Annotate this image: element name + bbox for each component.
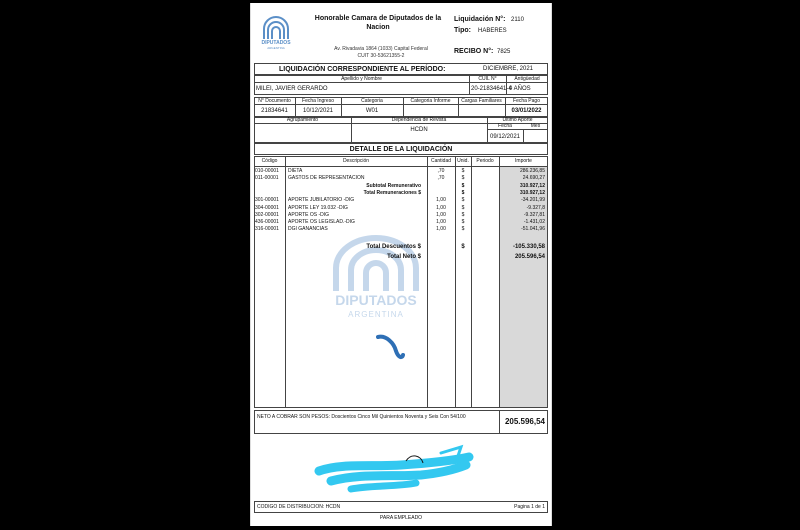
detalle-cell-codigo: 436-00001 [255,219,279,226]
col-descripcion: Descripción [342,158,370,164]
periodo-value: DICIEMBRE, 2021 [483,66,534,72]
liquidacion-label: Liquidación N°: [454,16,506,23]
detalle-cell-importe: -1.431,02 [523,219,545,226]
detalle-cell-codigo: 010-00001 [255,168,279,174]
ingreso-value: 10/12/2021 [302,108,334,114]
periodo-label: LIQUIDACIÓN CORRESPONDIENTE AL PERÍODO: [279,66,446,73]
detalle-cell-codigo: 301-00001 [255,197,279,204]
detalle-cell-importe: -9.327,8 [526,204,545,211]
detalle-cell-desc: Subtotal Remunerativo [366,182,421,189]
recibo-value: 7825 [497,49,511,55]
ultimo-aporte-header: Último Aporte [502,117,533,123]
detalle-cell-importe: -34.201,99 [521,197,545,204]
documento-value: 21834641 [261,108,288,114]
col-codigo: Código [261,158,278,164]
total-neto-value: 205.596,54 [514,254,545,260]
scribble-mark-icon [376,333,406,363]
detalle-cell-importe: 310.927,12 [519,182,545,189]
detalle-cell-unid: $ [461,204,465,211]
tipo-value: HABERES [478,28,507,34]
col-cantidad: Cantidad [430,158,451,164]
redacted-signature-icon [311,443,481,498]
detalle-cell-unid: $ [461,226,465,233]
detalle-cell-cant: ,70 [437,175,445,182]
total-descuentos-label: Total Descuentos $ [366,244,421,250]
antiguedad-value: 0 AÑOS [509,86,531,92]
detalle-cell-desc: DGI GANANCIAS [288,226,328,233]
neto-cobrar-text: NETO A COBRAR SON PESOS: Doscientos Cinco Mil Quinientos Noventa y Seis Con 54/100 [257,414,466,420]
detalle-cell-unid: $ [461,175,465,182]
total-descuentos-value: -105.330,58 [512,244,545,250]
total-neto-label: Total Neto $ [387,254,421,260]
cat-informe-header: Categoria Informe [410,98,451,104]
detalle-cell-cant: ,70 [437,168,445,174]
documento-header: N° Documento [258,98,291,104]
address: Av. Rivadavia 1864 (1033) Capital Federal [334,46,428,52]
watermark-subtext: ARGENTINA [348,310,404,319]
detalle-cell-importe: -51.041,96 [521,226,545,233]
detalle-cell-importe: 286.236,85 [519,168,545,174]
logo-text: DIPUTADOS [261,40,291,46]
detalle-cell-cant: 1,00 [436,197,446,204]
detalle-cell-unid: $ [461,219,465,226]
ingreso-header: Fecha Ingreso [302,98,334,104]
cargas-header: Cargas Familiares [461,98,502,104]
total-descuentos-unid: $ [461,244,465,250]
detalle-cell-unid: $ [461,182,465,189]
logo-subtext: ARGENTINA [267,46,285,50]
detalle-cell-cant: 1,00 [436,204,446,211]
para-empleado: PARA EMPLEADO [379,515,423,521]
diputados-logo [261,15,291,49]
detalle-cell-unid: $ [461,211,465,218]
detalle-cell-importe: 24.690,27 [522,175,545,182]
detalle-cell-desc: Total Remuneraciones $ [363,189,421,196]
mes-header: Mes [530,123,541,129]
name-header: Apellido y Nombre [341,76,382,82]
col-unidad: Unid. [457,158,469,164]
detalle-cell-cant: 1,00 [436,211,446,218]
detalle-title: DETALLE DE LA LIQUIDACIÓN [349,146,453,153]
detalle-cell-desc: APORTE JUBILATORIO -DIG [288,197,355,204]
categoria-header: Categoria [361,98,383,104]
detalle-cell-unid: $ [461,197,465,204]
agrupamiento-header: Agrupamiento [286,117,319,123]
neto-cobrar-value: 205.596,54 [504,417,545,426]
antiguedad-header: Antigüedad [514,76,540,82]
detalle-cell-cant: 1,00 [436,226,446,233]
detalle-cell-codigo: 316-00001 [255,226,279,233]
codigo-distribucion: CODIGO DE DISTRIBUCION: HCDN [257,504,341,510]
pagina: Pagina 1 de 1 [514,504,545,510]
detalle-cell-codigo: 302-00001 [255,211,279,218]
detalle-cell-desc: DIETA [288,168,303,174]
cuit: CUIT 30-53621355-2 [357,53,405,59]
detalle-cell-importe: 310.927,12 [519,189,545,196]
col-periodo: Periodo [476,158,494,164]
cuil-header: CUIL N° [478,76,497,82]
fecha-header: Fecha [498,123,512,129]
watermark-arch-icon [311,233,441,293]
recibo-label: RECIBO N°: [454,48,494,55]
fecha-pago-header: Fecha Pago [513,98,540,104]
detalle-cell-codigo: 304-00001 [255,204,279,211]
dependencia-header: Dependencia de Revista [391,117,447,123]
detalle-cell-desc: GASTOS DE REPRESENTACION [288,175,365,182]
tipo-label: Tipo: [454,27,471,34]
dependencia-value: HCDN [410,127,428,133]
detalle-cell-unid: $ [461,168,465,174]
arch-logo-icon [261,15,291,41]
detalle-cell-unid: $ [461,189,465,196]
detalle-cell-importe: -9.327,81 [523,211,545,218]
detalle-cell-desc: APORTE LEY 19.032 -DIG [288,204,348,211]
salary-receipt [250,3,552,526]
institution-name: Honorable Camara de Diputados de la Nacion [314,15,442,31]
ultimo-aporte-value: 09/12/2021 [489,134,521,140]
categoria-value: W01 [365,108,379,114]
detalle-cell-codigo: 011-00001 [255,175,279,182]
detalle-cell-desc: APORTE OS -DIG [288,211,330,218]
cuil-value: 20-21834641-4 [471,86,512,92]
fecha-pago-value: 03/01/2022 [511,108,542,114]
detalle-cell-cant: 1,00 [436,219,446,226]
col-importe: Importe [515,158,532,164]
watermark-text: DIPUTADOS [335,292,417,308]
liquidacion-value: 2110 [511,17,524,23]
detalle-cell-desc: APORTE OS LEGISLAD.-DIG [288,219,355,226]
name-value: MILEI, JAVIER GERARDO [256,86,328,92]
